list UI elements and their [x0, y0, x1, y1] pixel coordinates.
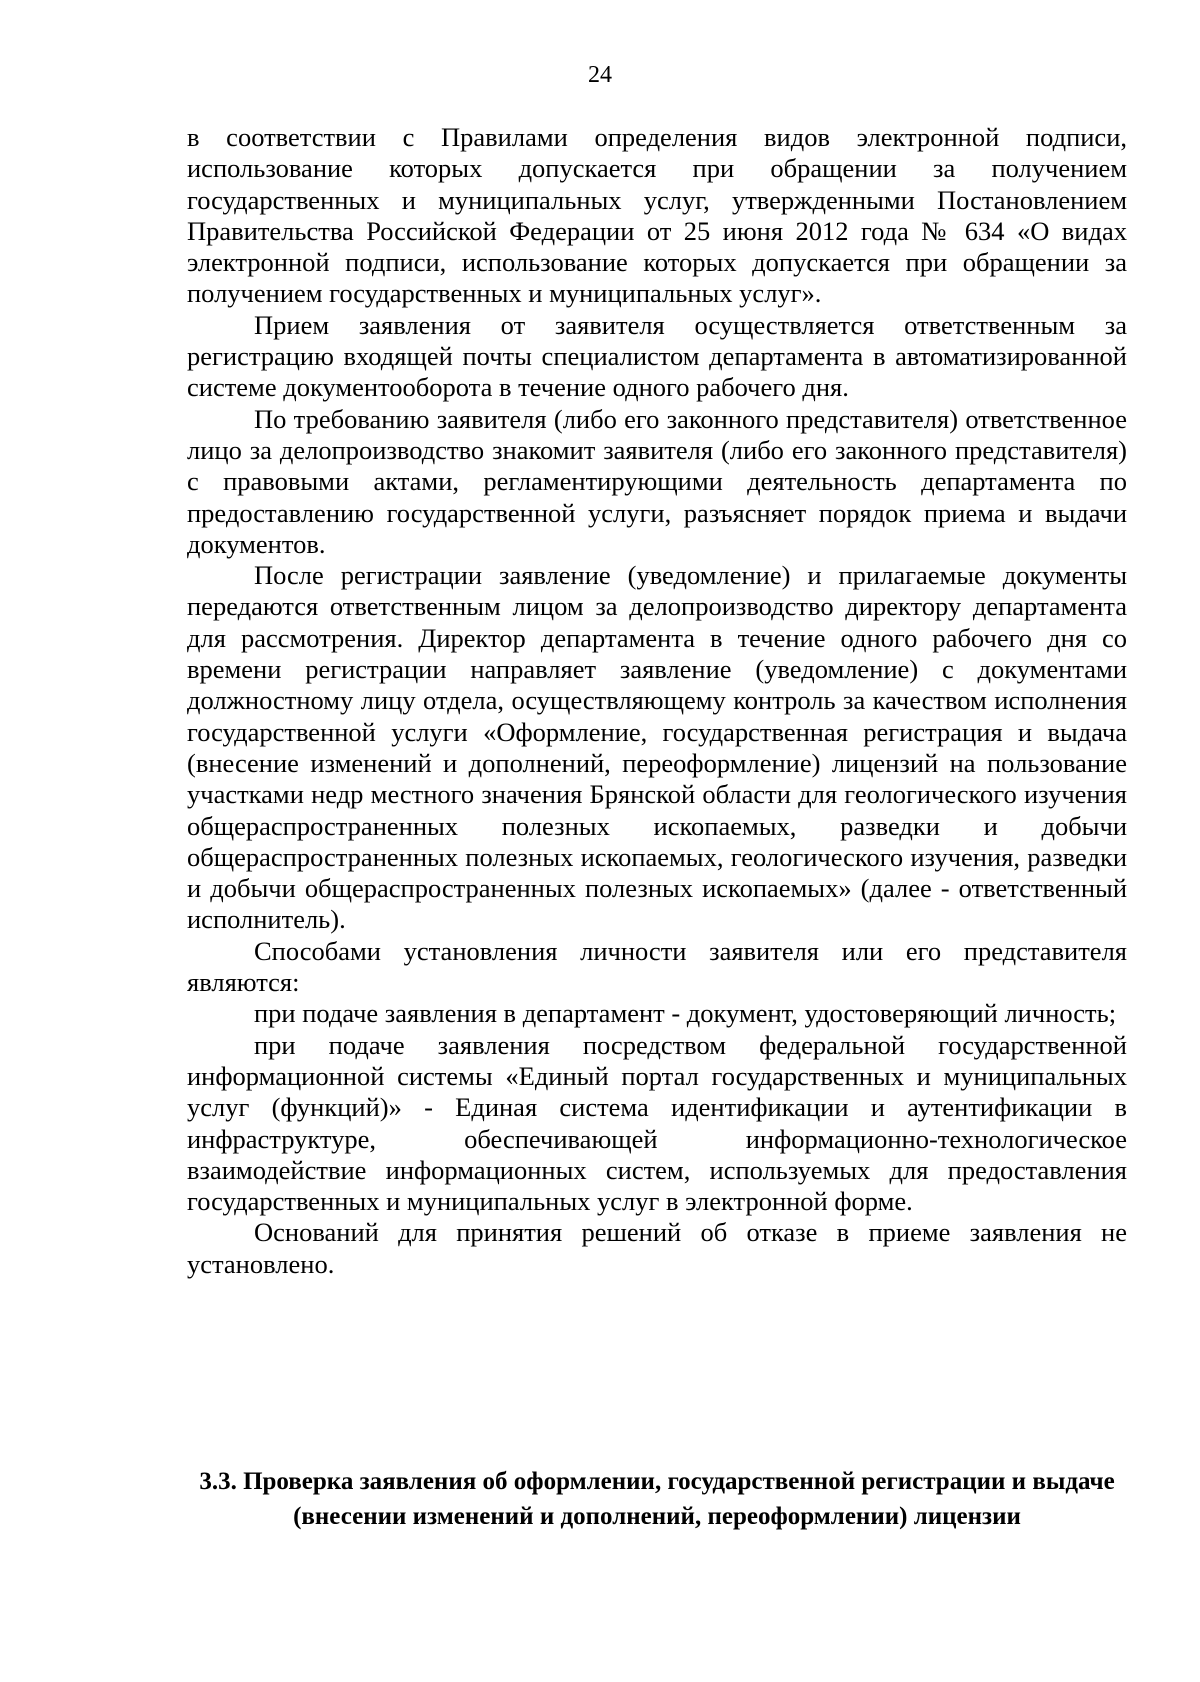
paragraph-after-registration: После регистрации заявление (уведомление) и прилагаемые документы передаются ответственным лицом за делопроизводство директору департамента для рассмотрения. Директор департамента в течение одного рабочего дня со времени регистрации направляет заявление (уведомление) с документами должностному лицу отдела, осуществляющему контроль за качеством исполнения государственной услуги «Оформление, государственная регистрация и выдача (внесение изменений и дополнений, переоформление) лицензий на пользование участками недр местного значения Брянской области для геологического изучения общераспространенных полезных ископаемых, разведки и добычи общераспространенных полезных ископаемых, геологического изучения, разведки и добычи общераспространенных полезных ископаемых» (далее - ответственный исполнитель).: [187, 560, 1127, 935]
paragraph-identification-in-person: при подаче заявления в департамент - документ, удостоверяющий личность;: [254, 998, 1117, 1029]
section-heading: 3.3. Проверка заявления об оформлении, государственной регистрации и выдаче (внесении изменений и дополнений, переоформлении) лицензии: [199, 1468, 1115, 1530]
document-body: [187, 122, 1127, 1280]
paragraph-no-refusal-grounds: Оснований для принятия решений об отказе в приеме заявления не установлено.: [187, 1217, 1127, 1279]
page-number: 24: [588, 62, 612, 88]
paragraph-identification-portal: при подаче заявления посредством федеральной государственной информационной системы «Единый портал государственных и муниципальных услуг (функций)» - Единая система идентификации и аутентификации в инфраструктуре, обеспечивающей информационно-технологическое взаимодействие информационных систем, используемых для предоставления государственных и муниципальных услуг в электронной форме.: [187, 1029, 1127, 1217]
paragraph-identification-methods: Способами установления личности заявителя или его представителя являются:: [187, 935, 1127, 998]
paragraph-application-receipt: Прием заявления от заявителя осуществляется ответственным за регистрацию входящей почты специалистом департамента в автоматизированной системе документооборота в течение одного рабочего дня.: [187, 309, 1127, 403]
paragraph-familiarization: По требованию заявителя (либо его законного представителя) ответственное лицо за делопроизводство знакомит заявителя (либо его законного представителя) с правовыми актами, регламентирующими деятельность департамента по предоставлению государственной услуги, разъясняет порядок приема и выдачи документов.: [187, 403, 1127, 559]
paragraph-continuation: в соответствии с Правилами определения видов электронной подписи, использование которых допускается при обращении за получением государственных и муниципальных услуг, утвержденными Постановлением Правительства Российской Федерации от 25 июня 2012 года № 634 «О видах электронной подписи, использование которых допускается при обращении за получением государственных и муниципальных услуг».: [187, 122, 1127, 309]
